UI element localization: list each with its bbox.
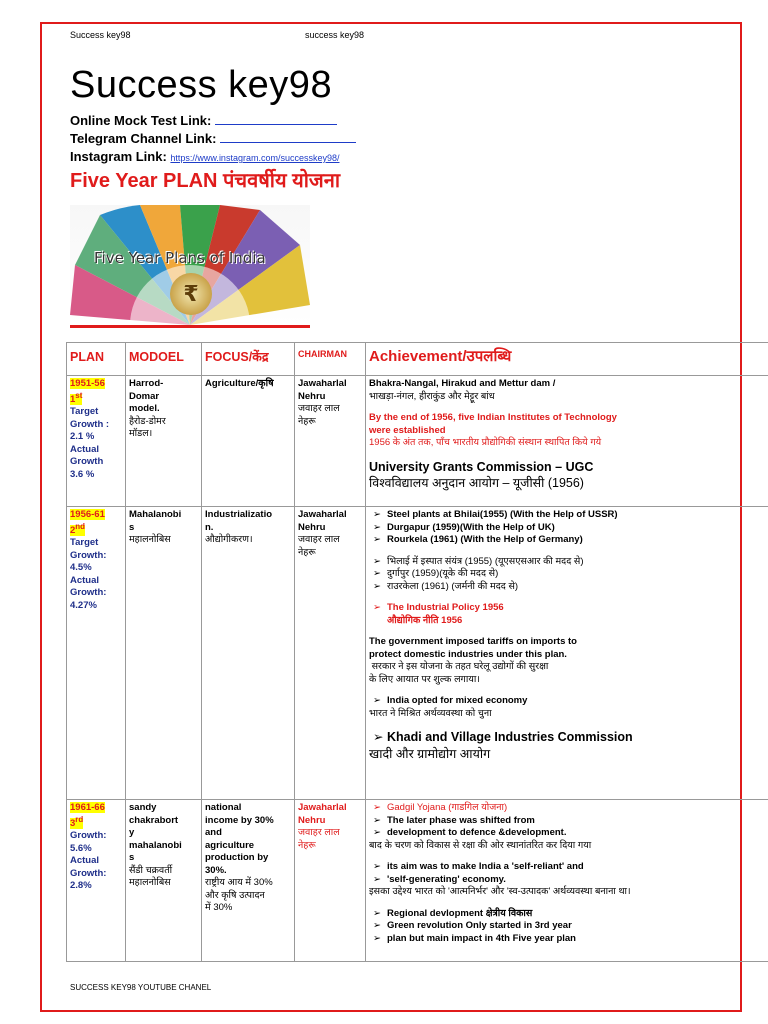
mock-test-link-blank[interactable] [215,113,337,125]
list-item: ➢ दुर्गापुर (1959)(यूके की मदद से) [387,568,765,581]
five-year-plans-banner-image [70,205,310,328]
gadgil-list [369,802,765,840]
list-item: ➢ India opted for mixed economy [387,695,765,708]
instagram-link-row [70,149,339,164]
growth-figures: Growth: 5.6% Actual Growth: 2.8% [70,830,107,892]
telegram-link-row [70,131,356,146]
telegram-link-blank[interactable] [220,131,356,143]
list-item: ➢ Khadi and Village Industries Commission [387,729,765,746]
regional-list [369,908,765,946]
telegram-label: Telegram Channel Link: [70,131,217,146]
instagram-label: Instagram Link: [70,149,167,164]
model-cell: Harrod- Domar model. हैरोड-डोमर मॉडल। [126,376,202,507]
focus-cell: national income by 30% and agriculture production by 30%. राष्ट्रीय आय में 30% और कृषि उत्पादन में 30% [202,800,295,962]
list-item: ➢ भिलाई में इस्पात संयंत्र (1955) (यूएसएसआर की मदद से) [387,556,765,569]
chairman-cell: Jawaharlal Nehru जवाहर लाल नेहरू [295,507,366,800]
table-row [67,376,768,507]
list-item: ➢ development to defence &development. [387,827,765,840]
table-row [67,507,768,800]
list-item: ➢ its aim was to make India a 'self-reliant' and [387,861,765,874]
plan-year: 1961-66 [70,802,105,813]
model-cell: sandy chakrabort y mahalanobi s सैंडी चक्रवर्ती महालनोबिस [126,800,202,962]
list-item: ➢ The Industrial Policy 1956 औद्योगिक नीति 1956 [387,602,765,627]
header-center: success key98 [305,30,365,40]
plan-ordinal: 3rd [70,814,84,829]
plan-year: 1951-56 [70,378,105,389]
plan-cell [67,800,126,962]
table-header-row [67,343,768,376]
rupee-coin-icon: ₹ [170,273,212,315]
industrial-policy-item [369,602,765,627]
steel-plants-list [369,509,765,547]
list-item: ➢ राउरकेला (1961) (जर्मनी की मदद से) [387,581,765,594]
list-item: ➢ 'self-generating' economy. [387,874,765,887]
plan-heading: Five Year PLAN पंचवर्षीय योजना [70,170,341,192]
col-header-plan: PLAN [67,343,126,376]
kvic-item [369,729,765,746]
col-header-focus: FOCUS/केंद्र [202,343,295,376]
growth-figures: Target Growth: 4.5% Actual Growth: 4.27% [70,537,107,611]
plan-cell [67,507,126,800]
list-item: ➢ Steel plants at Bhilai(1955) (With the Help of USSR) [387,509,765,522]
banner-caption: Five Year Plans of India [94,249,266,267]
steel-plants-hindi-list [369,556,765,594]
plan-ordinal: 1st [70,390,83,405]
list-item: ➢ Gadgil Yojana (गाडगिल योजना) [387,802,765,815]
chairman-cell: Jawaharlal Nehru जवाहर लाल नेहरू [295,800,366,962]
chairman-cell: Jawaharlal Nehru जवाहर लाल नेहरू [295,376,366,507]
plan-cell [67,376,126,507]
header-left: Success key98 [70,30,131,40]
achievement-cell: ➢ Gadgil Yojana (गाडगिल योजना) ➢ The later phase was shifted from ➢ development to defence &development. बाद के चरण को विकास से रक्षा की ओर स्थानांतरित कर दिया गया ➢ its aim was to make India a 'self-reliant' and ➢ 'self-generating' economy. इसका उद्देश्य भारत को 'आत्मनिर्भर' और 'स्व-उत्पादक' अर्थव्यवस्था बनाना था। ➢ Regional devlopment क्षेत्रीय विकास ➢ Green revolution Only started in 3rd year ➢ plan but main impact in 4th Five year plan [366,800,768,962]
col-header-chairman: CHAIRMAN [295,343,366,376]
footer-channel-name: SUCCESS KEY98 YOUTUBE CHANEL [70,983,212,992]
self-reliant-list [369,861,765,886]
list-item: ➢ Regional devlopment क्षेत्रीय विकास [387,908,765,921]
achievement-cell: ➢ Steel plants at Bhilai(1955) (With the Help of USSR) ➢ Durgapur (1959)(With the Help of UK) ➢ Rourkela (1961) (With the Help of Germany) ➢ भिलाई में इस्पात संयंत्र (1955) (यूएसएसआर की मदद से) ➢ दुर्गापुर (1959)(यूके की मदद से) ➢ राउरकेला (1961) (जर्मनी की मदद से) ➢ The Industrial Policy 1956 औद्योगिक नीति 1956 The government imposed tariffs on imports to protect domestic industries under this plan. सरकार ने इस योजना के तहत घरेलू उद्योगों की सुरक्षा के लिए आयात पर शुल्क लगाया। ➢ India opted for mixed economy भारत ने मिश्रित अर्थव्यवस्था को चुना ➢ Khadi and Village Industries Commission खादी और ग्रामोद्योग आयोग [366,507,768,800]
table-row [67,800,768,962]
list-item: ➢ Green revolution Only started in 3rd year [387,920,765,933]
col-header-achievement: Achievement/उपलब्धि [366,343,768,376]
five-year-plan-table [66,342,768,962]
focus-cell: Industrializatio n. औद्योगीकरण। [202,507,295,800]
list-item: ➢ Durgapur (1959)(With the Help of UK) [387,522,765,535]
mixed-economy-item [369,695,765,708]
growth-figures: Target Growth : 2.1 % Actual Growth 3.6 % [70,406,110,480]
list-item: ➢ plan but main impact in 4th Five year plan [387,933,765,946]
list-item: ➢ Rourkela (1961) (With the Help of Germany) [387,534,765,547]
page-title: Success key98 [70,64,333,106]
achievement-cell: Bhakra-Nangal, Hirakud and Mettur dam / भाखड़ा-नंगल, हीराकुंड और मेट्टूर बांध By the end of 1956, five Indian Institutes of Technology were established 1956 के अंत तक, पाँच भारतीय प्रौद्योगिकी संस्थान स्थापित किये गये University Grants Commission – UGC विश्वविद्यालय अनुदान आयोग – यूजीसी (1956) [366,376,768,507]
model-cell: Mahalanobi s महालनोबिस [126,507,202,800]
mock-test-link-row [70,113,337,128]
list-item: ➢ The later phase was shifted from [387,815,765,828]
plan-year: 1956-61 [70,509,105,520]
mock-test-label: Online Mock Test Link: [70,113,212,128]
focus-cell: Agriculture/कृषि [202,376,295,507]
col-header-model: MODOEL [126,343,202,376]
instagram-link[interactable]: https://www.instagram.com/successkey98/ [170,153,340,163]
plan-ordinal: 2nd [70,521,85,536]
